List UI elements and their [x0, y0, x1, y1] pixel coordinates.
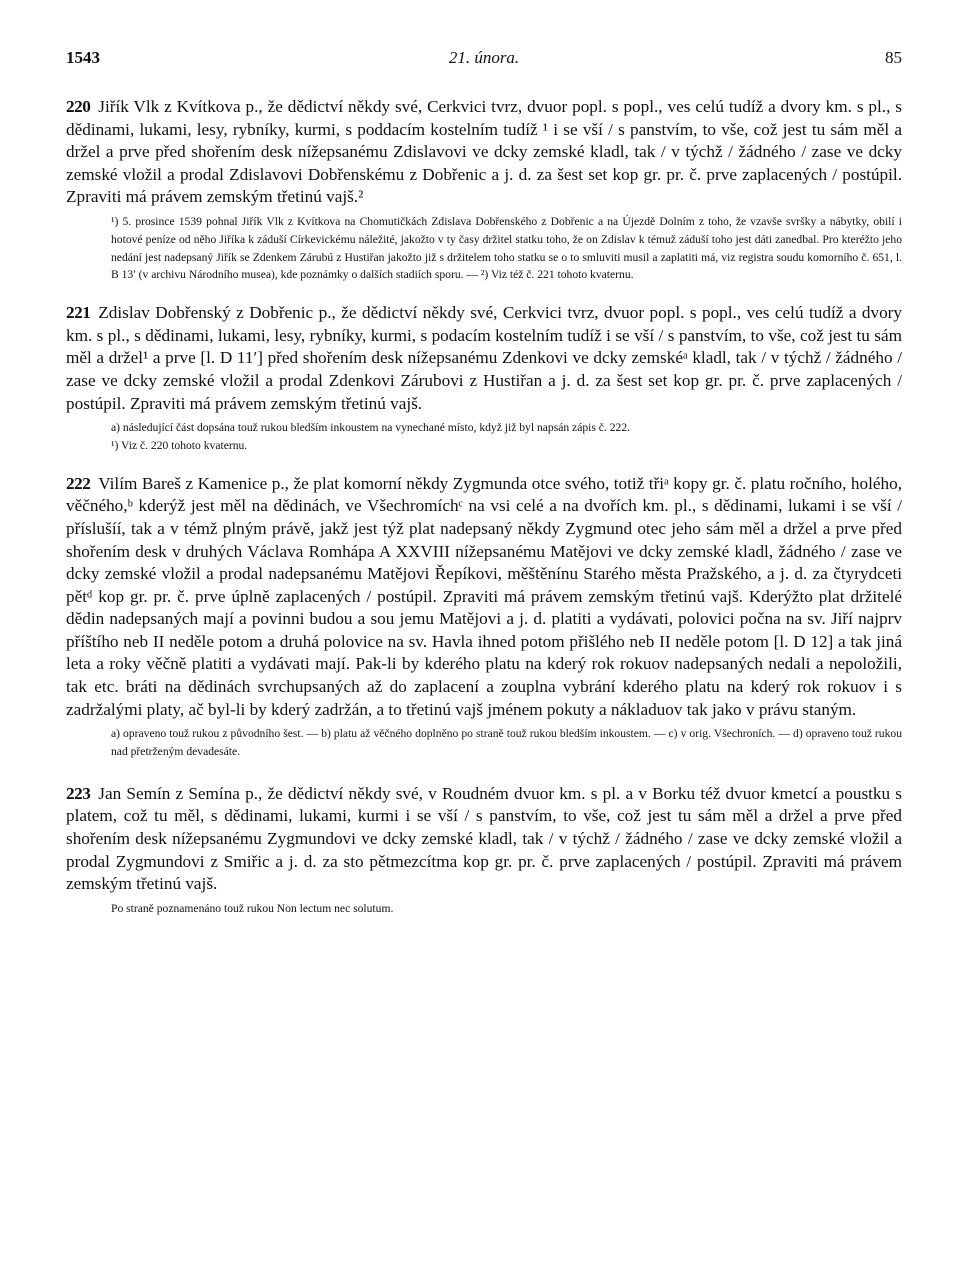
footnote: Po straně poznamenáno touž rukou Non lectum nec solutum. — [111, 901, 394, 915]
entry-number: 223 — [66, 783, 91, 803]
footnote: ¹) 5. prosince 1539 pohnal Jiřík Vlk z Kvítkova na Chomutičkách Zdislava Dobřenského z Dobřenic a na Újezdě Dolním z toho, že vzavše svršky a nábytky, obilí i hotové peníze od něho Jiříka k záduší Církevickému náležité, jakožto v ty časy držitel statku toho, že on Zdislav k témuž záduší toho jest dáti zanedbal. Pro kteréžto jeho nedání jest nadepsaný Jiřík se Zdenkem Zárubú z Hustiřan jakožto již s držitelem toho statku se o to smluviti musil a zaplatiti má, viz registra soudu komorního č. 651, l. B 13′ (v archivu Národního musea), kde poznámky o dalších stadiích sporu. — ²) Viz též č. 221 tohoto kvaternu. — [111, 214, 902, 282]
footnotes — [66, 725, 902, 761]
header-date: 21. února. — [448, 48, 520, 67]
entry-number: 221 — [66, 303, 91, 323]
entry-220 — [66, 96, 902, 284]
footnotes — [66, 213, 902, 284]
page-number: 85 — [885, 48, 902, 67]
entry-number: 220 — [66, 97, 91, 116]
footnotes — [66, 900, 902, 918]
entry-number: 222 — [66, 473, 91, 493]
entry-text: Jiřík Vlk z Kvítkova p., že dědictví někdy své, Cerkvici tvrz, dvuor popl. s popl., ves celú tudíž a dvory km. s pl., s dědinami, lukami, lesy, rybníky, kurmi, s poddacím kostelním tudíž ¹ i se vší / s panstvím, to vše, což jest tu sám měl a držel a prve před shořením desk nížepsanému Zdislavovi ve dcky zemské kladl, tak / v týchž / žádného / zase ve dcky zemské vložil a prodal Zdislavovi Dobřenskému z Dobřenic a j. d. za šest set kop gr. pr. č. prve zaplacených / postúpil. Zpraviti má právem zemským třetinú vajš.² — [66, 97, 902, 207]
header-year: 1543 — [66, 48, 100, 67]
entry-221 — [66, 302, 902, 455]
footnote: ¹) Viz č. 220 tohoto kvaternu. — [111, 438, 248, 452]
footnotes — [66, 419, 902, 455]
entry-text: Jan Semín z Semína p., že dědictví někdy své, v Roudném dvuor km. s pl. a v Borku též dvuor kmetcí a poustku s platem, což tu měl, s dědinami, lukami, kurmi i se vší / s panstvím, to vše, což jest tu sám měl a držel a prve před shořením desk nížepsanému Zygmundovi ve dcky zemské kladl, tak / v týchž / žádného / zase ve dcky zemské vložil a prodal Zygmundovi z Smiřic a j. d. za sto pětmezcítma kop gr. pr. č. prve zaplacených / postúpil. Zpraviti má právem zemským třetinú vajš. — [66, 783, 902, 894]
running-header — [66, 48, 902, 78]
entry-text: Zdislav Dobřenský z Dobřenic p., že dědictví někdy své, Cerkvici tvrz, dvuor popl. s popl., ves celú tudíž a dvory km. s pl., s dědinami, lukami, lesy, rybníky, kurmi, s podacím kostelním tudíž i se vší / s panstvím, to vše, což jest tu sám měl a držel¹ a prve [l. D 11′] před shořením desk nížepsanému Zdenkovi ve dcky zemskéᵃ kladl, tak / v týchž / žádného / zase ve dcky zemské vložil a prodal Zdenkovi Zárubovi z Hustiřan a j. d. za šest set kop gr. pr. č. prve zaplacených / postúpil. Zpraviti má právem zemským třetinú vajš. — [66, 303, 902, 413]
footnote: a) následující část dopsána touž rukou bledším inkoustem na vynechané místo, když již byl napsán zápis č. 222. — [111, 421, 631, 435]
footnote: a) opraveno touž rukou z původního šest. — b) platu až věčného doplněno po straně touž rukou bledším inkoustem. — c) v orig. Všechroních. — d) opraveno touž rukou nad přetrženým devadesáte. — [111, 727, 902, 759]
entry-222 — [66, 473, 902, 761]
document-page — [66, 48, 902, 918]
entry-text: Vilím Bareš z Kamenice p., že plat komorní někdy Zygmunda otce svého, totiž třiᵃ kopy gr. č. platu ročního, holého, věčného,ᵇ kderýž jest měl na dědinách, ve Všechromíchᶜ na vsi celé a na dvořích km. pl., s dědinami, lukami i se vší / příslušíí, tak a v témž plným právě, jakž jest týž plat nadepsaný někdy Zygmund otec jeho sám měl a držel a prve před shořením desk v druhých Václava Romhápa A XXVIII nížepsanému Matějovi ve dcky zemské kladl, žádného / zase ve dcky zemské vložil a prodal nadepsanému Matějovi Řepíkovi, měštěnínu Starého města Pražského, a j. d. za čtyrydceti pětᵈ kop gr. pr. č. prve úplně zaplacených / postúpil. Zpraviti má právem zemským třetinú vajš. Kderýžto plat držitelé dědin nadepsaných mají a povinni budou a sou jemu Matějovi a j. d. platiti a vydávati, polovici počna na sv. Jiří najprv příštího neb II neděle potom a druhá polovice na sv. Havla ihned potom přišlého neb II neděle potom [l. D 12] a tak jiná leta a roky věčně platiti a vydávati mají. Pak-li by kderého platu na kderý rok rokuov nadepsaných nedali a nepoložili, tak etc. bráti na dědinách svrchupsaných až do zaplacení a zouplna vybrání kderého platu na kderý rok rokuov i s zadržalými platy, ač byl-li by kderý zadržán, a to třetinú vajš jménem pokuty a nákladuov tak jako v právu staným. — [66, 473, 902, 719]
entry-223 — [66, 783, 902, 918]
